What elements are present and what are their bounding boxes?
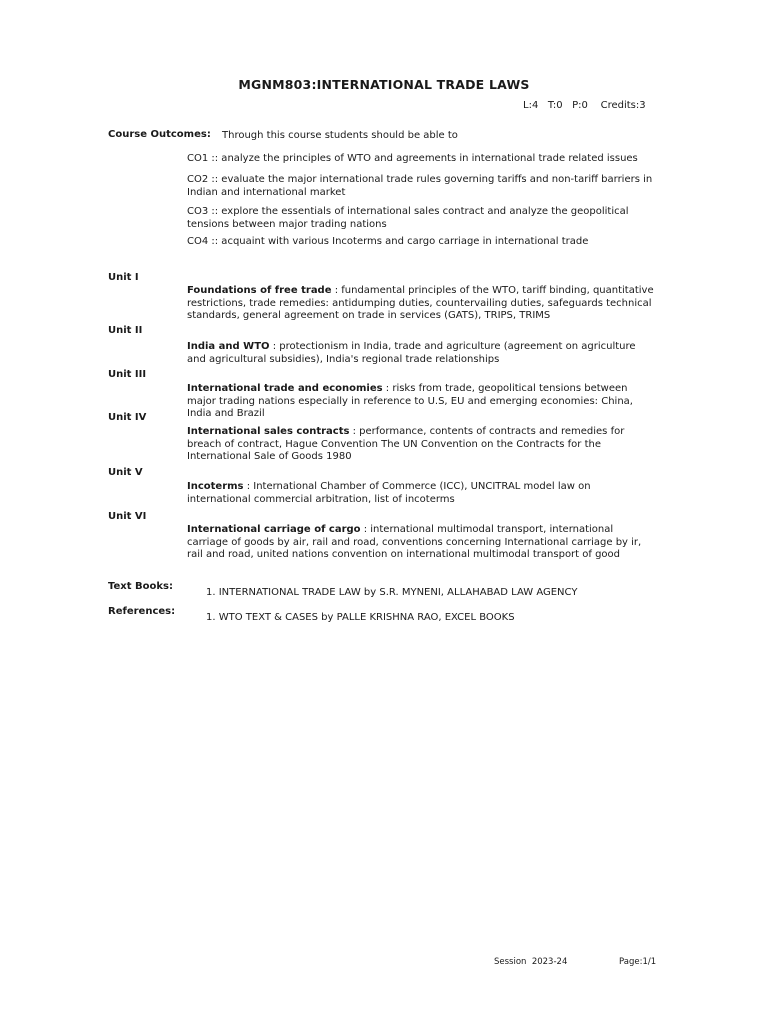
outcome-item: CO1 :: analyze the principles of WTO and agreements in international trade related issues [187,153,638,164]
unit-text: : international multimodal transport, international carriage of goods by air, rail and road, conventions concerning International carriage by ir, rail and road, united nations convention on international multimodal transport of good [187,524,642,560]
unit-content [187,481,657,506]
unit-heading: Foundations of free trade [187,285,332,296]
course-outcomes-label: Course Outcomes: [108,129,211,140]
unit-text: : fundamental principles of the WTO, tariff binding, quantitative restrictions, trade remedies: antidumping duties, countervailing duties, safeguards technical standards, general agreement on trade in services (GATS), TRIPS, TRIMS [187,285,654,321]
outcome-item: CO3 :: explore the essentials of international sales contract and analyze the geopolitical tensions between major trading nations [187,206,629,230]
text-book-item: 1. INTERNATIONAL TRADE LAW by S.R. MYNENI, ALLAHABAD LAW AGENCY [206,587,578,598]
unit-heading: India and WTO [187,341,270,352]
unit-heading: International trade and economies [187,383,383,394]
unit-text: : protectionism in India, trade and agriculture (agreement on agriculture and agricultural subsidies), India's regional trade relationships [187,341,636,365]
unit-label: Unit II [108,325,143,336]
unit-label: Unit IV [108,412,147,423]
unit-label: Unit I [108,272,139,283]
unit-content [187,383,657,421]
unit-label: Unit III [108,369,147,380]
unit-text: : performance, contents of contracts and remedies for breach of contract, Hague Convention The UN Convention on the Contracts for the International Sale of Goods 1980 [187,426,625,462]
unit-content [187,524,657,562]
unit-text: : risks from trade, geopolitical tensions between major trading nations especially in reference to U.S, EU and emerging economies: China, India and Brazil [187,383,633,419]
session-label: Session 2023-24 [494,957,568,967]
outcome-item: CO4 :: acquaint with various Incoterms and cargo carriage in international trade [187,236,589,247]
unit-heading: International carriage of cargo [187,524,361,535]
reference-item: 1. WTO TEXT & CASES by PALLE KRISHNA RAO, EXCEL BOOKS [206,612,515,623]
unit-label: Unit V [108,467,143,478]
page-number: Page:1/1 [619,957,657,967]
outcome-item: CO2 :: evaluate the major international trade rules governing tariffs and non-tariff barriers in Indian and international market [187,174,653,198]
unit-text: : International Chamber of Commerce (ICC), UNCITRAL model law on international commercial arbitration, list of incoterms [187,481,591,505]
course-outcomes-intro: Through this course students should be able to [222,130,458,141]
unit-content [187,426,657,464]
course-title: MGNM803:INTERNATIONAL TRADE LAWS [238,77,530,92]
unit-label: Unit VI [108,511,147,522]
unit-heading: International sales contracts [187,426,350,437]
unit-content [187,341,657,366]
references-label: References: [108,606,176,617]
unit-heading: Incoterms [187,481,244,492]
credit-structure: L:4 T:0 P:0 Credits:3 [523,100,646,111]
text-books-label: Text Books: [108,581,173,592]
unit-content [187,285,657,323]
